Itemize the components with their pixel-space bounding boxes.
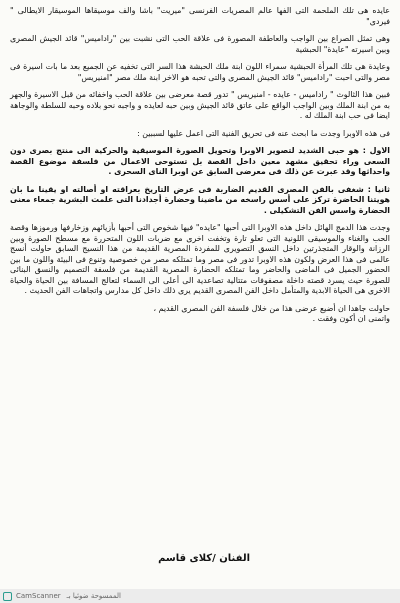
paragraph-closing: واتمنى ان أكون وفقت . [312, 314, 390, 323]
paragraph-trio: فبين هذا الثالوث " راداميس - عايده - امنيريس " تدور قصة معرضى بين علاقة الحب واخفائه من قبل الاسيرة والجهر به من ابنة الملك وبين الواجب الواقع على عاتق قائد الجيش وبين حبه لعايده و واجبه نحو بلاده وحبه للسلطة والوجاهة ايضا فى حب ابنة الملك له . [10, 90, 390, 120]
paragraph-attempt: حاولت جاهدا ان أضيع عرضى هذا من خلال فلسفة الفن المصرى القديم ، [153, 303, 390, 313]
paragraph-aida: وعايدة هى تلك المرأة الحبشية سمراء اللون ابنة ملك الحبشة هذا السر التى تخفيه عن الجميع بعد ما بات اسيرة فى مصر والتى احبت "راداميس" قائد الجيش المصرى والتى تحبه هو الاخر ابنة ملك مصر "امنيريس" [10, 62, 390, 82]
paragraph-conflict: وهى تمثل الصراع بين الواجب والعاطفة المصورة فى علاقة الحب التى نشبت بين "راداميس" قائد الجيش المصرى وبين اسيرته "عايدة" الحبشية [10, 34, 390, 54]
paragraph-fusion: وجدت هذا الدمج الهائل داخل هذه الاوبرا التى أحبها "عايده" فيها شخوص التى أحبها بأزيائهم وزخارفها ورموزها وقصة الحب والغناء والموسيقى اللونية التى تعلو تارة وتخفت اخرى مع ضربات اللون المتحررة مع مسطح الصورة وبين الرزانة والوقار المتجذرتين داخل النسق التصويرى للمفردة المصرية القديمة من هذا النسيج السابق حاولت أنسج عالمى فى هذا العرض ولكون هذه الاوبرا تدور فى مصر وما تمتلكه مصر من خصوصية وتنوع فى البيئة واللون ما بين الحضور الجميل فى الماضى والحاضر وما تمتلكه الحضارة المصرية القديمة من فلسفة التصميم والنسق البنائى للصورة حيث يسرد قصته داخلة مصفوفات متتالية تصاعدية الى أعلى الى السماء لتعالج المسافة بين الحياة والحياة الاخرى هى الحياة الابدية والمتأمل داخل الفن المصرى القديم يرى ذلك داخل كل مدارس واتجاهات الفن الحديث . [10, 223, 390, 295]
paragraph-intro: عايده هى تلك الملحمة التى الفها عالم المصريات الفرنسى "ميريت" باشا والف موسيقاها الموسيقار الايطالى " فيردى" [10, 6, 390, 26]
artist-signature: الفنان /كلاى قاسم [158, 553, 250, 564]
camscanner-logo-icon [3, 592, 12, 601]
scanner-footer [0, 589, 400, 603]
document-page [10, 6, 390, 581]
scanned-with-label: الممسوحة ضوئيا بـ [66, 592, 121, 600]
paragraph-reason-second: ثانيا : شغفى بالفن المصرى القديم الضاربة فى عرض التاريخ بعراقته او أصالته او يقينا ما بان هويتنا الحاضرة تركز على أسس راسخه من ماضينا وحضارة أجدادنا التى علمت البشرية جمعاء معنى الحضارة واسس الفن التشكيلى . [10, 184, 390, 215]
paragraph-reason-first: الاول : هو حبى الشديد لتصوير الاوبرا وتحويل الصورة الموسيقية والحركية الى منتج بصرى دون السعى وراء تحقيق مشهد معين داخل القصة بل تستوحى الاعمال من فلسفة موضوع القصة واحداثها وقد عبرت عن ذلك فى معرضى السابق عن اوبرا الناى السحرى . [10, 146, 390, 176]
paragraph-reasons-intro: فى هذه الاوبرا وجدت ما ابحث عنه فى تحريق الفنية التى اعمل عليها لسببين : [137, 128, 390, 138]
camscanner-label: CamScanner [16, 592, 61, 600]
